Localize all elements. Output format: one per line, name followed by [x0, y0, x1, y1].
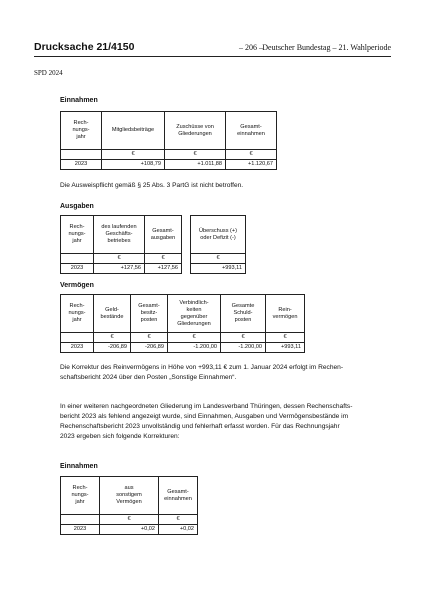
- unit-cell: €: [165, 150, 226, 160]
- running-header: [34, 41, 391, 55]
- col-gesamtausgaben: Gesamt- ausgaben: [145, 216, 182, 254]
- table-header-row: [61, 477, 198, 515]
- table-header-row: [61, 112, 277, 150]
- unit-cell: €: [102, 150, 165, 160]
- unit-cell: [61, 150, 102, 160]
- unit-cell: [61, 515, 100, 525]
- unit-cell: €: [159, 515, 198, 525]
- col-geldbestaende: Geld- bestände: [94, 295, 131, 333]
- col-rechnungsjahr: Rech- nungs- jahr: [61, 216, 94, 254]
- note-reinvermoegen: Die Korrektur des Reinvermögens in Höhe von +993,11 € zum 1. Januar 2024 erfolgt im Rechen- schaftsbericht 2024 über den Posten „Sonstige Einnahmen“.: [60, 364, 344, 381]
- value-cell: +127,56: [94, 264, 145, 274]
- value-cell: -206,89: [131, 343, 168, 353]
- col-mitgliedsbeitraege: Mitgliedsbeiträge: [102, 112, 165, 150]
- unit-cell: €: [100, 515, 159, 525]
- col-geschaeftsbetrieb: des laufenden Geschäfts- betriebes: [94, 216, 145, 254]
- unit-cell: €: [221, 333, 266, 343]
- unit-cell: €: [145, 254, 182, 264]
- col-gesamteinnahmen: Gesamt- einnahmen: [226, 112, 277, 150]
- unit-row: [61, 254, 246, 264]
- value-cell: +1.120,67: [226, 160, 277, 170]
- value-cell: +993,11: [266, 343, 305, 353]
- unit-row: [61, 515, 198, 525]
- table-row: [61, 160, 277, 170]
- value-cell: -206,89: [94, 343, 131, 353]
- unit-cell: €: [226, 150, 277, 160]
- year-cell: 2023: [61, 343, 94, 353]
- vermoegen-heading: Vermögen: [60, 282, 94, 289]
- col-rechnungsjahr: Rech- nungs- jahr: [61, 112, 102, 150]
- value-cell: +108,79: [102, 160, 165, 170]
- unit-cell: €: [191, 254, 246, 264]
- einnahmen-heading: Einnahmen: [60, 97, 98, 104]
- ausgaben-heading: Ausgaben: [60, 203, 94, 210]
- col-sonstiges-vermoegen: aus sonstigem Vermögen: [100, 477, 159, 515]
- unit-cell: €: [168, 333, 221, 343]
- year-cell: 2023: [61, 160, 102, 170]
- unit-cell: €: [94, 254, 145, 264]
- col-schuldposten: Gesamte Schuld- posten: [221, 295, 266, 333]
- einnahmen-korrektur-table: [60, 476, 198, 535]
- table-row: [61, 264, 246, 274]
- document-number: Drucksache 21/4150: [34, 41, 135, 53]
- unit-cell: €: [131, 333, 168, 343]
- unit-cell: [61, 333, 94, 343]
- unit-row: [61, 150, 277, 160]
- value-cell: +127,56: [145, 264, 182, 274]
- col-rechnungsjahr: Rech- nungs- jahr: [61, 477, 100, 515]
- table-header-row: [61, 216, 246, 254]
- year-cell: 2023: [61, 525, 100, 535]
- value-cell: +1.011,88: [165, 160, 226, 170]
- table-row: [61, 525, 198, 535]
- value-cell: +0,02: [159, 525, 198, 535]
- table-row: [61, 343, 305, 353]
- einnahmen-heading-2: Einnahmen: [60, 463, 98, 470]
- value-cell: +993,11: [191, 264, 246, 274]
- col-gesamtbesitzposten: Gesamt- besitz- posten: [131, 295, 168, 333]
- header-rule: [34, 56, 391, 57]
- spacer: [182, 216, 191, 254]
- col-gesamteinnahmen: Gesamt- einnahmen: [159, 477, 198, 515]
- unit-row: [61, 333, 305, 343]
- ausgaben-table: [60, 215, 246, 274]
- value-cell: +0,02: [100, 525, 159, 535]
- vermoegen-table: [60, 294, 305, 353]
- col-ueberschuss-defizit: Überschuss (+) oder Defizit (-): [191, 216, 246, 254]
- spacer: [182, 254, 191, 264]
- value-cell: -1.200,00: [221, 343, 266, 353]
- col-zuschuesse: Zuschüsse von Gliederungen: [165, 112, 226, 150]
- col-rechnungsjahr: Rech- nungs- jahr: [61, 295, 94, 333]
- note-thueringen: In einer weiteren nachgeordneten Gliederung im Landesverband Thüringen, dessen Rechenschafts- bericht 2023 als fehlend angezeigt wurde, sind Einnahmen, Ausgaben und Vermögensbestände im Rechenschaftsbericht 2023 unvollständig und fehlerhaft erfasst worden. Für das Rechnungsjahr 2023 ergeben sich folgende Korrekturen:: [60, 403, 353, 440]
- year-cell: 2023: [61, 264, 94, 274]
- einnahmen-table: [60, 111, 277, 170]
- value-cell: -1.200,00: [168, 343, 221, 353]
- party-year: SPD 2024: [34, 69, 63, 77]
- col-verbindlichkeiten: Verbindlich- keiten gegenüber Gliederungen: [168, 295, 221, 333]
- parliament-term: Deutscher Bundestag – 21. Wahlperiode: [262, 43, 391, 52]
- unit-cell: €: [94, 333, 131, 343]
- table-header-row: [61, 295, 305, 333]
- spacer: [182, 264, 191, 274]
- note-ausweispflicht: Die Ausweispflicht gemäß § 25 Abs. 3 PartG ist nicht betroffen.: [60, 182, 244, 189]
- page-number: – 206 –: [239, 43, 263, 52]
- unit-cell: €: [266, 333, 305, 343]
- col-reinvermoegen: Rein- vermögen: [266, 295, 305, 333]
- unit-cell: [61, 254, 94, 264]
